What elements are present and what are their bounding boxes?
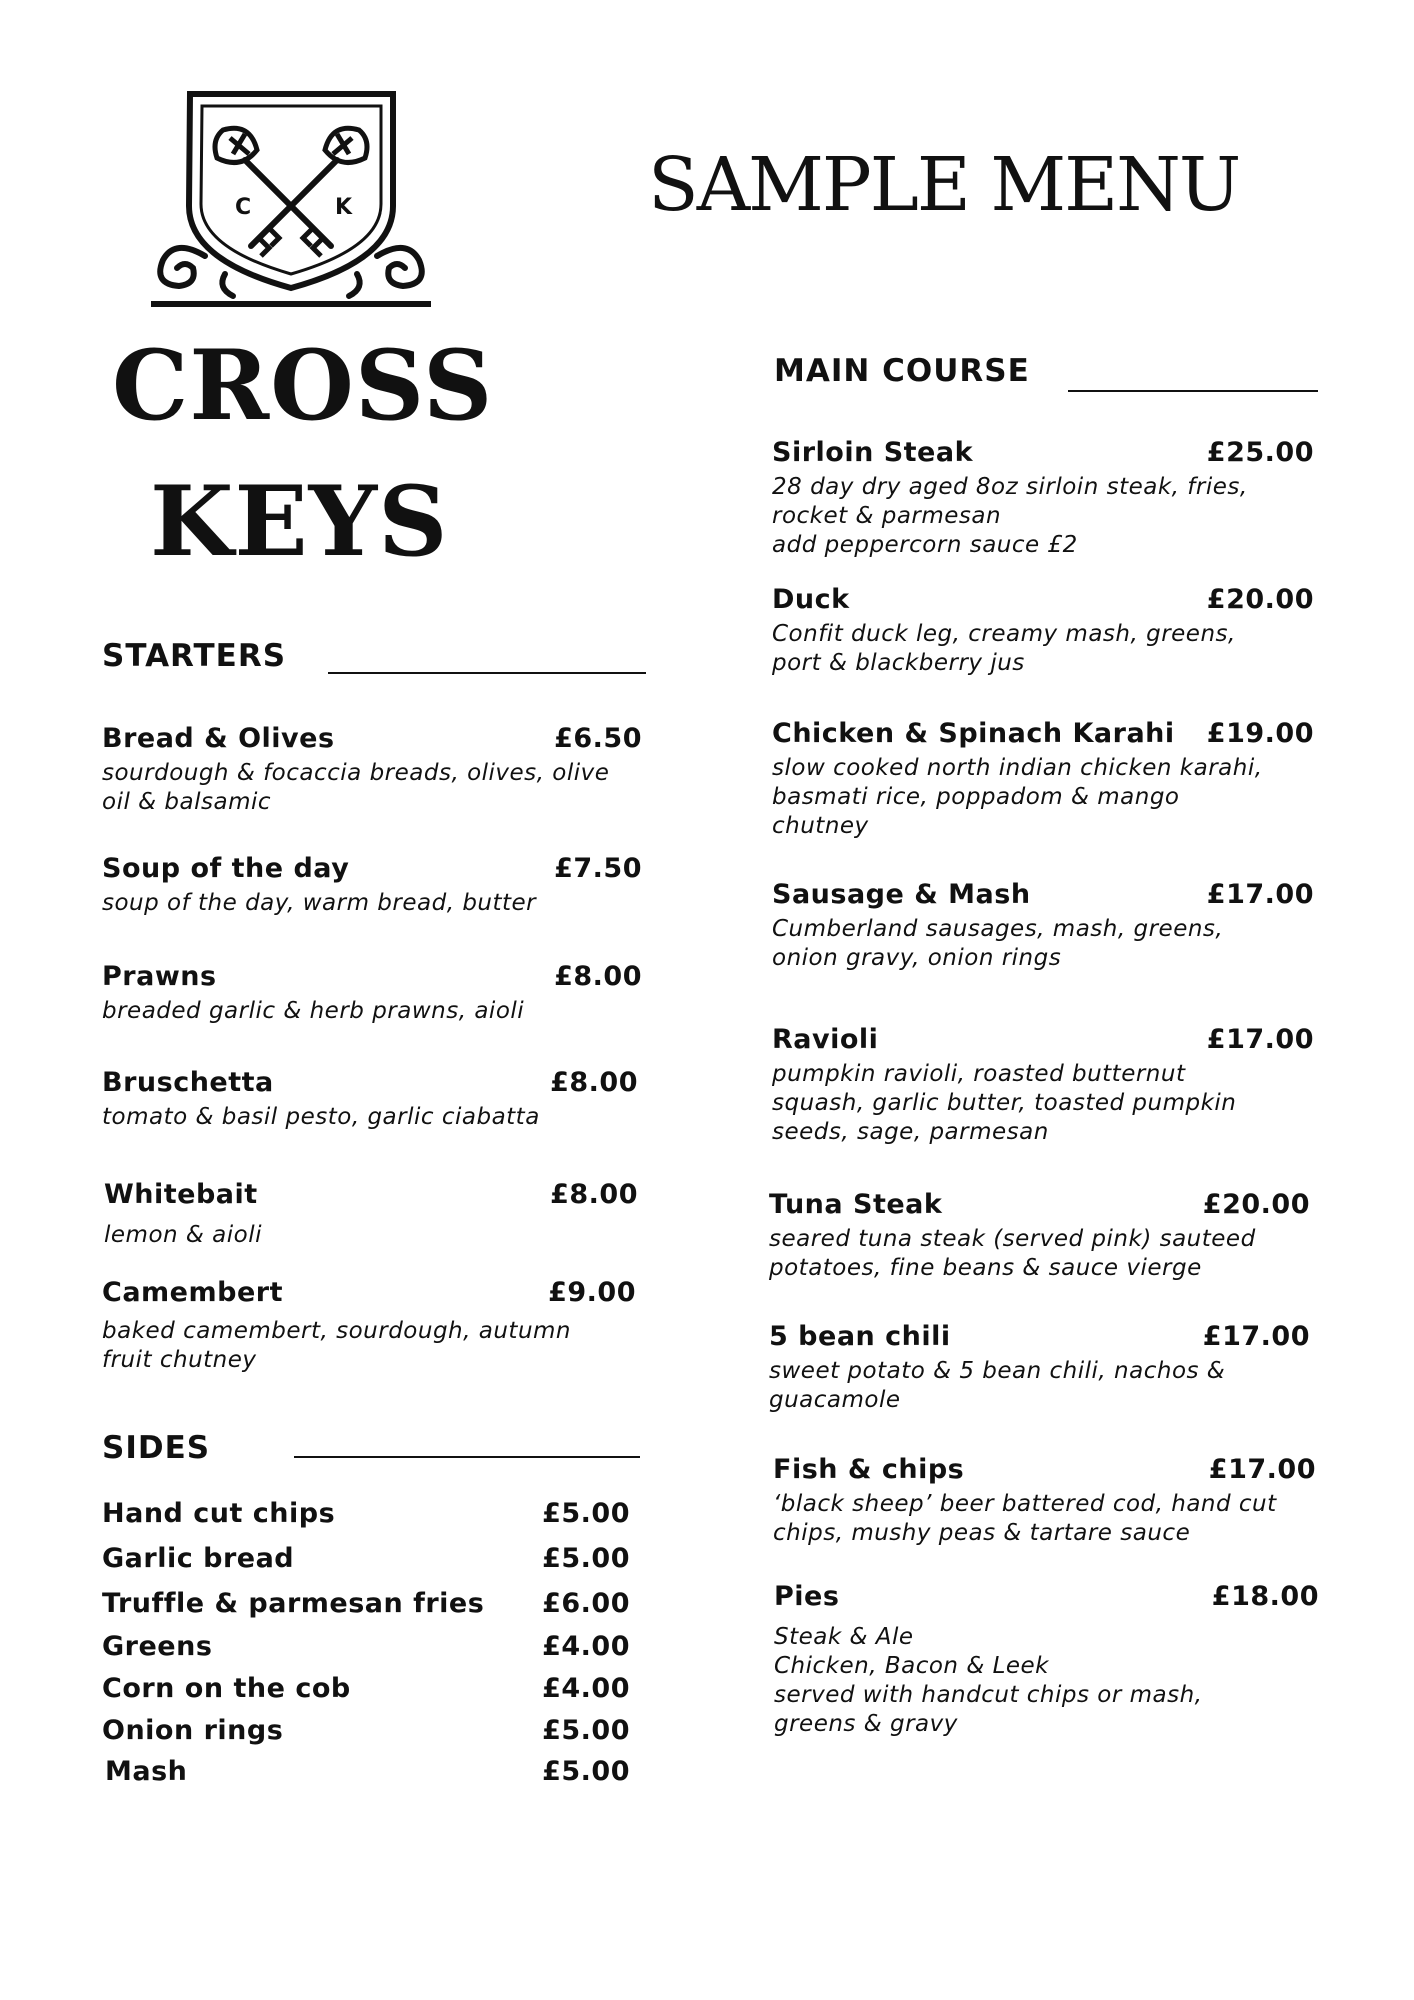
item-price: £5.00	[542, 1715, 630, 1746]
crossed-keys-crest-icon	[145, 88, 435, 313]
item-description: sweet potato & 5 bean chili, nachos & guacamole	[769, 1358, 1226, 1413]
side-item	[102, 1627, 630, 1667]
item-price: £17.00	[1206, 1024, 1314, 1055]
item-description: 28 day dry aged 8oz sirloin steak, fries, rocket & parmesan add peppercorn sauce £2	[772, 474, 1248, 558]
item-name: Greens	[102, 1631, 213, 1662]
item-price: £8.00	[554, 961, 642, 992]
item-price: £5.00	[542, 1543, 630, 1574]
main-course-divider	[1068, 390, 1318, 392]
crest-letter-c: C	[235, 195, 252, 220]
item-price: £20.00	[1206, 584, 1314, 615]
item-description: Steak & Ale Chicken, Bacon & Leek served with handcut chips or mash, greens & gravy	[774, 1624, 1203, 1737]
starter-item	[104, 1175, 638, 1250]
starter-item	[102, 849, 642, 918]
item-name: Fish & chips	[773, 1454, 965, 1485]
main-course-item	[772, 875, 1314, 973]
starters-heading: STARTERS	[102, 638, 287, 674]
side-item	[105, 1752, 630, 1792]
main-course-item	[769, 1317, 1310, 1415]
starter-item	[102, 1273, 636, 1375]
item-description: baked camembert, sourdough, autumn fruit chutney	[102, 1318, 572, 1373]
main-course-item	[772, 1020, 1314, 1147]
item-description: pumpkin ravioli, roasted butternut squash, garlic butter, toasted pumpkin seeds, sage, parmesan	[772, 1061, 1237, 1145]
side-item	[102, 1669, 630, 1709]
brand-name-line-2: KEYS	[150, 465, 449, 578]
item-name: Soup of the day	[102, 853, 350, 884]
menu-title: SAMPLE MENU	[648, 142, 1240, 228]
item-description: sourdough & focaccia breads, olives, olive oil & balsamic	[102, 760, 610, 815]
item-name: Truffle & parmesan fries	[102, 1588, 485, 1619]
item-name: Sausage & Mash	[772, 879, 1031, 910]
item-name: Chicken & Spinach Karahi	[772, 718, 1175, 749]
main-course-heading: MAIN COURSE	[774, 353, 1030, 389]
item-description: ‘black sheep’ beer battered cod, hand cut chips, mushy peas & tartare sauce	[773, 1491, 1277, 1546]
crest-letter-k: K	[335, 195, 353, 220]
sides-divider	[294, 1456, 640, 1458]
main-course-item	[772, 433, 1314, 560]
item-price: £8.00	[550, 1067, 638, 1098]
starter-item	[102, 957, 642, 1026]
item-name: Prawns	[102, 961, 217, 992]
item-name: Bread & Olives	[102, 723, 335, 754]
item-name: Hand cut chips	[102, 1498, 336, 1529]
item-description: tomato & basil pesto, garlic ciabatta	[102, 1104, 540, 1130]
item-price: £18.00	[1211, 1581, 1319, 1612]
item-description: lemon & aioli	[104, 1222, 262, 1248]
item-description: slow cooked north indian chicken karahi, basmati rice, poppadom & mango chutney	[772, 755, 1263, 839]
main-course-item	[769, 1185, 1310, 1283]
item-price: £9.00	[548, 1277, 636, 1308]
sides-heading: SIDES	[102, 1430, 211, 1466]
item-description: Cumberland sausages, mash, greens, onion gravy, onion rings	[772, 916, 1224, 971]
item-name: Whitebait	[104, 1179, 258, 1210]
item-name: 5 bean chili	[769, 1321, 951, 1352]
side-item	[102, 1539, 630, 1579]
starters-divider	[328, 672, 646, 674]
item-price: £8.00	[550, 1179, 638, 1210]
item-description: Confit duck leg, creamy mash, greens, port & blackberry jus	[772, 621, 1236, 676]
item-price: £17.00	[1208, 1454, 1316, 1485]
item-price: £20.00	[1202, 1189, 1310, 1220]
item-name: Garlic bread	[102, 1543, 295, 1574]
item-price: £17.00	[1206, 879, 1314, 910]
item-price: £6.50	[554, 723, 642, 754]
side-item	[102, 1494, 630, 1534]
item-name: Onion rings	[102, 1715, 284, 1746]
starter-item	[102, 719, 642, 817]
starter-item	[102, 1063, 638, 1132]
item-name: Bruschetta	[102, 1067, 274, 1098]
item-name: Corn on the cob	[102, 1673, 351, 1704]
item-price: £6.00	[542, 1588, 630, 1619]
item-description: soup of the day, warm bread, butter	[102, 890, 537, 916]
item-price: £4.00	[542, 1673, 630, 1704]
item-name: Ravioli	[772, 1024, 879, 1055]
item-price: £19.00	[1206, 718, 1314, 749]
main-course-item	[772, 580, 1314, 678]
item-name: Tuna Steak	[769, 1189, 943, 1220]
item-price: £7.50	[554, 853, 642, 884]
item-name: Pies	[774, 1581, 840, 1612]
item-price: £5.00	[542, 1498, 630, 1529]
item-price: £17.00	[1202, 1321, 1310, 1352]
item-name: Camembert	[102, 1277, 283, 1308]
side-item	[102, 1711, 630, 1751]
item-description: breaded garlic & herb prawns, aioli	[102, 998, 525, 1024]
item-description: seared tuna steak (served pink) sauteed potatoes, fine beans & sauce vierge	[769, 1226, 1256, 1281]
main-course-item	[773, 1450, 1316, 1548]
item-price: £4.00	[542, 1631, 630, 1662]
main-course-item	[774, 1577, 1319, 1739]
brand-name-line-1: CROSS	[112, 329, 494, 442]
item-price: £25.00	[1206, 437, 1314, 468]
item-name: Duck	[772, 584, 850, 615]
side-item	[102, 1584, 630, 1624]
item-name: Sirloin Steak	[772, 437, 974, 468]
main-course-item	[772, 714, 1314, 841]
item-price: £5.00	[542, 1756, 630, 1787]
item-name: Mash	[105, 1756, 188, 1787]
